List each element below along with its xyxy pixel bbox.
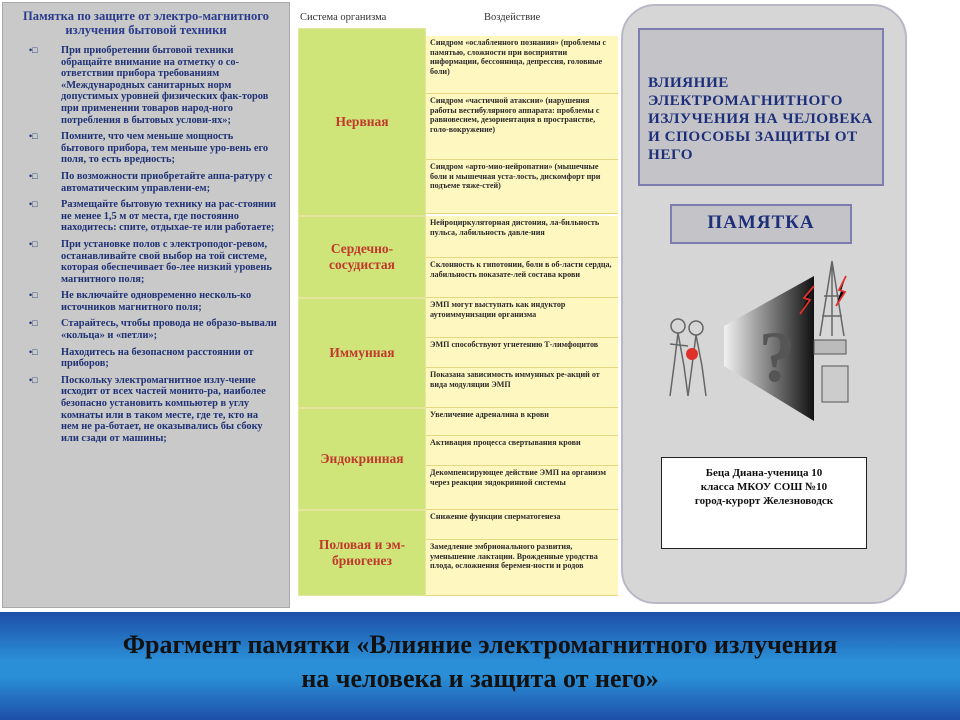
caption-banner <box>0 612 960 720</box>
tip-item: •□ Находитесь на безопасном расстоянии от приборов; <box>29 346 254 370</box>
effect-cell: Замедление эмбрионального развития, уменьшение лактации. Врожденные уродства плода, осложнения беремен-ности и родов <box>426 540 618 596</box>
effect-cell: Синдром «частичной атаксии» (нарушения работы вестибулярного аппарата: проблемы с равновесием, дезориентация в пространстве, голо-вокружение) <box>426 94 618 160</box>
monitor-icon <box>814 340 846 354</box>
system-cardio: Сердечно-сосудистая <box>298 216 426 298</box>
effect-cell: ЭМП могут выступать как индуктор аутоиммунизации организма <box>426 298 618 338</box>
bullet-icon: •□ <box>29 199 38 210</box>
caption-line-2: на человека и защита от него» <box>301 664 659 693</box>
author-box <box>661 457 867 549</box>
effect-cell: Снижение функции сперматогенеза <box>426 510 618 540</box>
effect-cell: Показана зависимость иммунных ре-акций от вида модуляции ЭМП <box>426 368 618 408</box>
author-line-3: город-курорт Железноводск <box>694 495 834 507</box>
effect-cell: Синдром «ослабленного познания» (проблемы с памятью, сложности при восприятии информации, бессонница, депрессия, головные боли) <box>426 36 618 94</box>
bullet-icon: •□ <box>29 45 38 55</box>
bullet-icon: •□ <box>29 318 38 329</box>
author-line-1: Беца Диана-ученица 10 <box>705 467 823 479</box>
tip-item: •□ При приобретении бытовой техники обращайте внимание на отметку о со-ответствии прибора требованиям «Международных санитарных норм допустимых уровней физических фак-торов при применении товаров народ-ного потребления в бытовых услови-ях»; <box>29 45 269 126</box>
system-endocrine: Эндокринная <box>298 408 426 510</box>
device-icon <box>822 366 848 402</box>
system-reproductive: Половая и эм-бриогенез <box>298 510 426 596</box>
effect-cell: Склонность к гипотонии, боли в об-ласти сердца, лабильность показате-лей состава крови <box>426 258 618 298</box>
author-line-2: класса МКОУ СОШ №10 <box>700 481 828 493</box>
effect-cell: Увеличение адреналина в крови <box>426 408 618 436</box>
title-box <box>638 28 884 186</box>
col-system-header: Система организма <box>300 12 387 23</box>
left-panel <box>2 2 290 608</box>
tip-item: •□ Поскольку электромагнитное излу-чение исходит от всех частей монито-ра, наиболее безопасно установить компьютер в углу комнаты или в таком месте, где те, кто на нем не ра-ботает, не оказывались бы сбоку или сзади от машины; <box>29 374 266 444</box>
tip-item: •□ Не включайте одновременно несколь-ко источников магнитного поля; <box>29 290 252 313</box>
pamyatka-label: ПАМЯТКА <box>670 204 852 244</box>
tip-item: •□ При установке полов с электроподог-ревом, останавливайте свой выбор на той системе, которая обеспечивает бо-лее низкий уровень магнитного поля; <box>29 238 272 285</box>
tip-item: •□ Размещайте бытовую технику на рас-стоянии не менее 1,5 м от места, где постоянно находитесь: спите, отдыхае-те или работаете; <box>29 199 277 234</box>
tip-item: •□ Помните, что чем меньше мощность бытового прибора, тем меньше уро-вень его поля, то есть вредность; <box>29 131 269 166</box>
col-effect-header: Воздействие <box>484 12 541 23</box>
emf-illustration <box>664 256 864 442</box>
effect-cell: Декомпенсирующее действие ЭМП на организм через реакции эндокринной системы <box>426 466 618 510</box>
bullet-icon: •□ <box>29 290 38 301</box>
bullet-icon: •□ <box>29 346 38 357</box>
bullet-icon: •□ <box>29 238 38 249</box>
bullet-icon: •□ <box>29 374 38 385</box>
bullet-icon: •□ <box>29 170 38 181</box>
table-header <box>298 8 620 28</box>
tip-item: •□ По возможности приобретайте аппа-ратуру с автоматическим управлени-ем; <box>29 170 273 194</box>
tips-list <box>3 45 289 444</box>
effect-cell: ЭМП способствуют угнетению Т-лимфоцитов <box>426 338 618 368</box>
left-title: Памятка по защите от электро-магнитного излучения бытовой техники <box>23 9 269 37</box>
system-nervous: Нервная <box>298 28 426 216</box>
brochure-title: ВЛИЯНИЕ ЭЛЕКТРОМАГНИТНОГО ИЗЛУЧЕНИЯ НА ЧЕЛОВЕКА И СПОСОБЫ ЗАЩИТЫ ОТ НЕГО <box>648 74 873 163</box>
caption <box>0 628 960 696</box>
effects-table <box>298 8 620 604</box>
question-mark-icon: ? <box>759 317 795 397</box>
effect-cell: Активация процесса свертывания крови <box>426 436 618 466</box>
effect-cell: Синдром «арто-мио-нейропатии» (мышечные боли и мышечная уста-лость, дискомфорт при подъеме тяже-стей) <box>426 160 618 214</box>
effect-cell: Нейроциркуляторная дистония, ла-бильность пульса, лабильность давле-ния <box>426 216 618 258</box>
impact-dot-icon <box>686 348 698 360</box>
bullet-icon: •□ <box>29 131 38 142</box>
tip-item: •□ Старайтесь, чтобы провода не образо-вывали «кольца» и «петли»; <box>29 318 277 342</box>
system-immune: Иммунная <box>298 298 426 408</box>
caption-line-1: Фрагмент памятки «Влияние электромагнитного излучения <box>122 630 838 659</box>
